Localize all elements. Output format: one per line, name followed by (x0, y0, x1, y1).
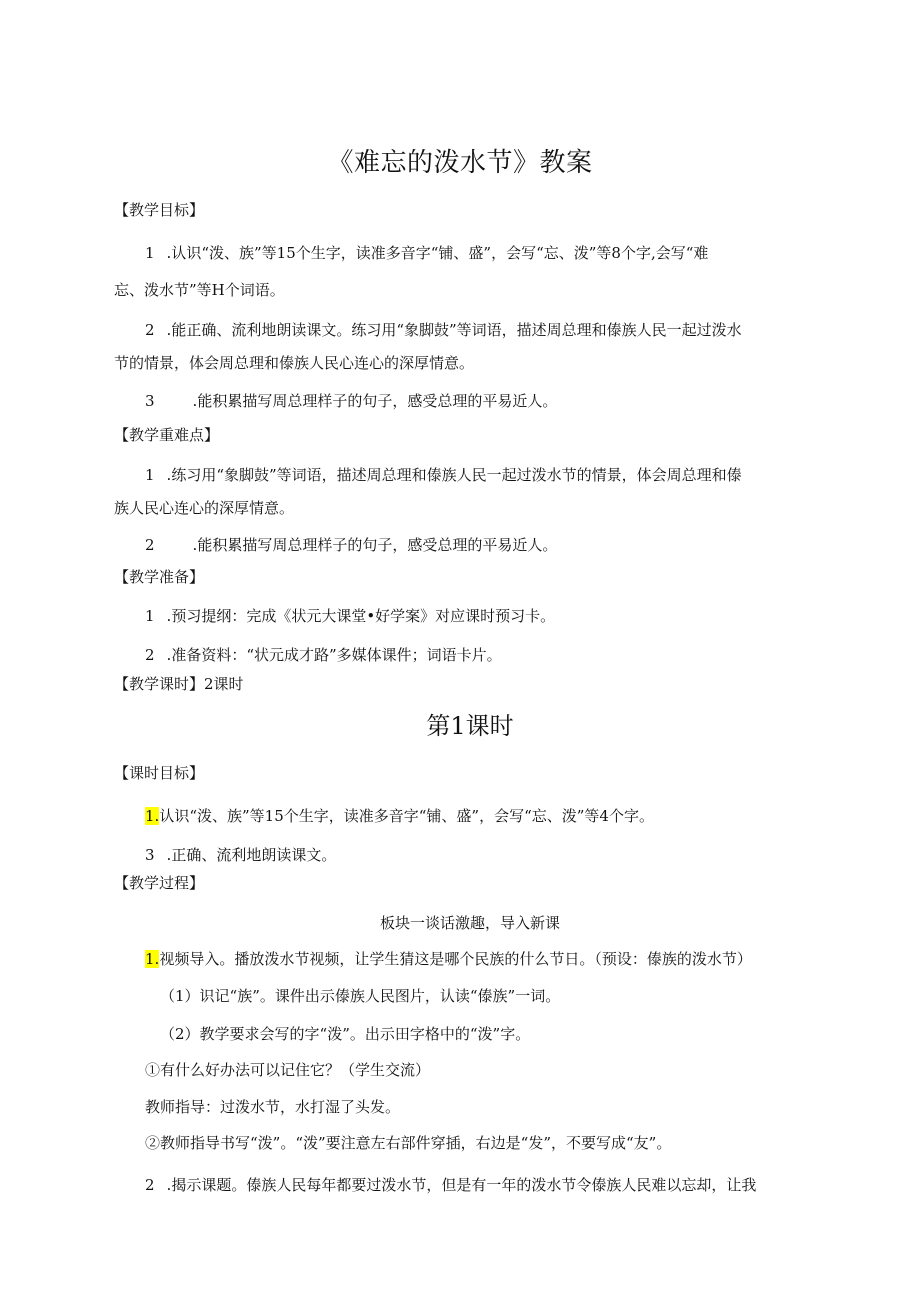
prep-item-2-number: 2 (145, 646, 155, 664)
process-step-2-number: 2 (145, 1176, 155, 1194)
block-1-heading: 板块一谈话激趣，导入新课 (379, 914, 560, 932)
lesson-goal-1-number: 1. (145, 807, 160, 825)
key-point-1-line-1 (145, 465, 742, 485)
prep-item-2-text: .准备资料：“状元成才路”多媒体课件；词语卡片。 (166, 646, 502, 664)
section-heading-lesson-goals: 【课时目标】 (114, 764, 205, 782)
process-step-2 (145, 1175, 756, 1195)
lesson-goal-3-text: .正确、流利地朗读课文。 (166, 846, 337, 864)
goal-item-2-text: .能正确、流利地朗读课文。练习用“象脚鼓”等词语，描述周总理和傣族人民一起过泼水 (166, 321, 742, 339)
section-heading-preparation: 【教学准备】 (114, 568, 205, 586)
goal-item-2-line-1 (145, 320, 742, 340)
page-title: 《难忘的泼水节》教案 (327, 148, 593, 178)
prep-item-1-number: 1 (145, 607, 155, 625)
goal-item-2-number: 2 (145, 321, 155, 339)
process-step-1-sub-2: （2）教学要求会写的字“泼”。出示田字格中的“泼”字。 (160, 1025, 531, 1043)
lesson-goal-1 (145, 806, 654, 826)
goal-item-1-line-2: 忘、泼水节”等H个词语。 (114, 281, 285, 299)
process-step-1-number: 1. (145, 950, 160, 968)
process-step-1 (145, 949, 752, 969)
goal-item-1-line-1 (145, 243, 708, 263)
section-heading-goals: 【教学目标】 (114, 201, 205, 219)
goal-item-3-line-1 (145, 391, 557, 411)
prep-item-1-text: .预习提纲：完成《状元大课堂•好学案》对应课时预习卡。 (166, 607, 556, 625)
lesson-title: 第1课时 (426, 712, 514, 740)
process-step-1-text: 视频导入。播放泼水节视频，让学生猜这是哪个民族的什么节日。（预设：傣族的泼水节） (159, 950, 752, 968)
prep-item-1 (145, 606, 555, 626)
section-heading-process: 【教学过程】 (114, 874, 205, 892)
lesson-goal-3 (145, 845, 336, 865)
key-point-1-number: 1 (145, 466, 155, 484)
process-step-1-question-1: ①有什么好办法可以记住它？（学生交流） (145, 1061, 431, 1079)
key-point-2-text: .能积累描写周总理样子的句子，感受总理的平易近人。 (192, 536, 558, 554)
prep-item-2 (145, 645, 502, 665)
goal-item-1-text: .认识“泼、族”等15个生字，读准多音字“铺、盛”，会写“忘、泼”等8个字,会写“难 (166, 244, 709, 262)
key-point-1-line-2: 族人民心连心的深厚情意。 (114, 499, 295, 517)
goal-item-1-number: 1 (145, 244, 155, 262)
key-point-1-text: .练习用“象脚鼓”等词语，描述周总理和傣族人民一起过泼水节的情景，体会周总理和傣 (166, 466, 742, 484)
section-heading-class-hours: 【教学课时】2课时 (114, 675, 244, 693)
goal-item-3-text: .能积累描写周总理样子的句子，感受总理的平易近人。 (192, 392, 558, 410)
process-step-2-text: .揭示课题。傣族人民每年都要过泼水节，但是有一年的泼水节令傣族人民难以忘却，让我 (166, 1176, 757, 1194)
process-step-1-guidance: 教师指导：过泼水节，水打湿了头发。 (145, 1098, 401, 1116)
section-heading-key-points: 【教学重难点】 (114, 426, 220, 444)
key-point-2-line-1 (145, 535, 557, 555)
goal-item-3-number: 3 (145, 392, 155, 410)
process-step-1-question-2: ②教师指导书写“泼”。“泼”要注意左右部件穿插，右边是“发”，不要写成“友”。 (145, 1134, 672, 1152)
goal-item-2-line-2: 节的情景，体会周总理和傣族人民心连心的深厚情意。 (114, 354, 475, 372)
lesson-goal-1-text: 认识“泼、族”等15个生字，读准多音字“铺、盛”，会写“忘、泼”等4个字。 (159, 807, 654, 825)
key-point-2-number: 2 (145, 536, 155, 554)
process-step-1-sub-1: （1）识记“族”。课件出示傣族人民图片，认读“傣族”一词。 (160, 987, 561, 1005)
lesson-goal-3-number: 3 (145, 846, 155, 864)
